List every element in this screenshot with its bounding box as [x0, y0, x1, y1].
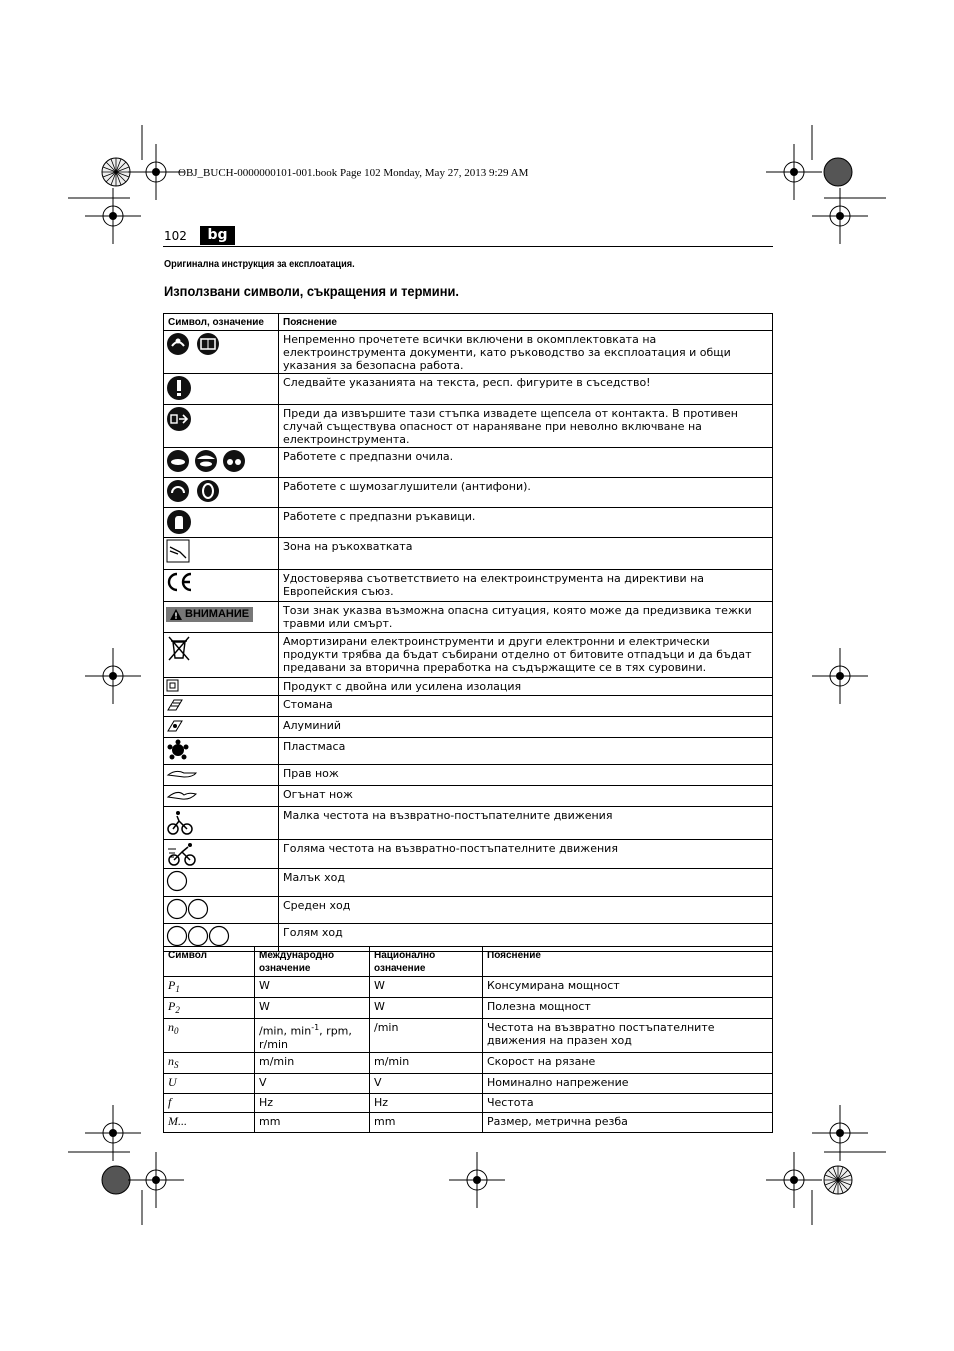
explanation-cell: Следвайте указанията на текста, респ. фигурите в съседство! [279, 374, 773, 405]
table-row [164, 696, 773, 717]
symbol-letter: P [168, 999, 176, 1014]
international-value: m/min [259, 1055, 295, 1069]
table-header-row [164, 947, 773, 977]
symbol-cell [164, 840, 279, 869]
symbol-cell [164, 633, 279, 678]
one-circle-icon [166, 874, 188, 887]
symbol-cell [164, 478, 279, 508]
symbol-subscript: 0 [174, 1026, 179, 1037]
header-rule [163, 246, 773, 247]
table-row [164, 570, 773, 602]
explanation-cell: Честота на възвратно постъпателните движения на празен ход [483, 1019, 773, 1053]
explanation-cell: Продукт с двойна или усилена изолация [279, 678, 773, 696]
national-cell: mm [370, 1113, 483, 1133]
table-row [164, 786, 773, 807]
symbol-letter: M... [168, 1114, 187, 1129]
symbol-letter: n [168, 1054, 174, 1069]
table-row [164, 717, 773, 738]
two-circles-icon [166, 902, 210, 915]
abbreviations-table [163, 946, 773, 1133]
explanation-cell: Работете с предпазни очила. [279, 448, 773, 478]
table-row [164, 478, 773, 508]
symbol-cell [164, 807, 279, 840]
symbol-cell [164, 538, 279, 570]
table-row [164, 1074, 773, 1094]
straight-blade-icon [166, 766, 198, 779]
column-header-national: Национално означение [370, 947, 483, 977]
explanation-cell: Пластмаса [279, 738, 773, 765]
warning-triangle-icon [170, 609, 182, 620]
symbol-cell [164, 1053, 255, 1074]
explanation-cell: Голяма честота на възвратно-постъпателните движения [279, 840, 773, 869]
bent-blade-icon [166, 787, 198, 800]
international-cell [255, 1074, 370, 1094]
column-header-symbol: Символ [164, 947, 255, 977]
symbol-cell [164, 696, 279, 717]
exclamation-icon [166, 381, 192, 394]
national-cell: /min [370, 1019, 483, 1053]
table-header-row [164, 314, 773, 331]
table-row [164, 869, 773, 897]
table-row [164, 538, 773, 570]
international-cell [255, 1113, 370, 1133]
explanation-cell: Малка честота на възвратно-постъпателните движения [279, 807, 773, 840]
national-cell: V [370, 1074, 483, 1094]
symbol-cell [164, 1113, 255, 1133]
symbol-letter: P [168, 978, 176, 992]
symbol-subscript: 2 [175, 1005, 180, 1016]
explanation-cell: Стомана [279, 696, 773, 717]
symbol-cell [164, 448, 279, 478]
international-value: /min, min [259, 1025, 312, 1039]
symbol-cell [164, 1019, 255, 1053]
explanation-cell: Скорост на рязане [483, 1053, 773, 1074]
unplug-icon [166, 412, 192, 425]
explanation-cell: Номинално напрежение [483, 1074, 773, 1094]
international-value: W [259, 979, 270, 992]
three-circles-icon [166, 929, 232, 942]
warning-badge [166, 607, 253, 622]
table-row [164, 331, 773, 374]
explanation-cell: Честота [483, 1094, 773, 1113]
symbol-cell [164, 738, 279, 765]
symbol-cell [164, 1074, 255, 1094]
table-row [164, 633, 773, 678]
symbol-letter: n [168, 1020, 174, 1035]
international-superscript: -1 [311, 1023, 320, 1033]
weee-bin-icon [166, 641, 192, 654]
ce-mark-icon [166, 575, 194, 588]
explanation-cell: Непременно прочетете всички включени в окомплектовката на електроинструмента документи, като ръководство за експлоатация и общи указания за безопасна работа. [279, 331, 773, 374]
column-header-explanation: Пояснение [279, 314, 773, 331]
international-value-rest: , rpm, r/min [259, 1025, 352, 1052]
table-row [164, 840, 773, 869]
explanation-cell: Полезна мощност [483, 998, 773, 1019]
gloves-icon [166, 515, 192, 528]
national-cell: W [370, 998, 483, 1019]
international-cell [255, 1094, 370, 1113]
column-header-international: Международно означение [255, 947, 370, 977]
symbol-cell [164, 1094, 255, 1113]
symbol-cell [164, 331, 279, 374]
section-title: Използвани символи, съкращения и термини. [164, 283, 459, 299]
table-row [164, 448, 773, 478]
symbol-cell [164, 897, 279, 924]
explanation-cell: Прав нож [279, 765, 773, 786]
international-value: W [259, 1000, 270, 1014]
international-cell [255, 1019, 370, 1053]
double-insulation-icon [166, 679, 180, 692]
language-badge: bg [200, 226, 235, 245]
table-row [164, 1019, 773, 1053]
table-row [164, 602, 773, 633]
explanation-cell: Работете с шумозаглушители (антифони). [279, 478, 773, 508]
explanation-cell: Този знак указва възможна опасна ситуация, която може да предизвика тежки травми или смърт. [279, 602, 773, 633]
table-row [164, 374, 773, 405]
page-number: 102 [164, 229, 187, 243]
explanation-cell: Голям ход [279, 924, 773, 952]
explanation-cell: Преди да извършите тази стъпка извадете щепсела от контакта. В противен случай съществува опасност от нараняване при неволно включване на електроинструмента. [279, 405, 773, 448]
international-value: mm [259, 1115, 281, 1129]
table-row [164, 738, 773, 765]
plastic-icon [166, 743, 190, 756]
symbol-cell [164, 998, 255, 1019]
table-row [164, 405, 773, 448]
explanation-cell: Амортизирани електроинструменти и други електронни и електрически продукти трябва да бъдат събирани отделно от битовите отпадъци и да бъдат предавани за вторична преработка на съдържащите се в тях суровини. [279, 633, 773, 678]
international-value: V [259, 1076, 267, 1090]
national-cell: m/min [370, 1053, 483, 1074]
ear-protection-icons [166, 484, 222, 497]
symbol-cell [164, 405, 279, 448]
symbol-cell [164, 570, 279, 602]
international-cell [255, 998, 370, 1019]
table-row [164, 1053, 773, 1074]
read-manual-icons [166, 337, 222, 350]
explanation-cell: Работете с предпазни ръкавици. [279, 508, 773, 538]
aluminium-icon [166, 719, 184, 732]
steel-icon [166, 698, 184, 711]
symbol-cell [164, 678, 279, 696]
grip-zone-icon [166, 544, 190, 557]
explanation-cell: Среден ход [279, 897, 773, 924]
symbol-subscript: 1 [175, 984, 180, 995]
safety-goggles-icons [166, 454, 246, 467]
international-value: Hz [259, 1096, 274, 1110]
table-row [164, 1094, 773, 1113]
document-subtitle: Оригинална инструкция за експлоатация. [164, 259, 355, 270]
table-row [164, 807, 773, 840]
explanation-cell: Алуминий [279, 717, 773, 738]
international-cell [255, 977, 370, 998]
explanation-cell: Консумирана мощност [483, 977, 773, 998]
symbol-cell [164, 977, 255, 998]
explanation-cell: Зона на ръкохватката [279, 538, 773, 570]
table-row [164, 508, 773, 538]
symbol-cell [164, 717, 279, 738]
table-row [164, 977, 773, 998]
national-cell: W [370, 977, 483, 998]
symbol-letter: U [168, 1075, 177, 1090]
column-header-symbol: Символ, означение [164, 314, 279, 331]
symbol-cell [164, 508, 279, 538]
explanation-cell: Удостоверява съответствието на електроинструмента на директиви на Европейския съюз. [279, 570, 773, 602]
symbol-cell [164, 374, 279, 405]
warning-badge-label: ВНИМАНИЕ [185, 608, 250, 620]
slow-cyclist-icon [166, 815, 194, 828]
explanation-cell: Размер, метрична резба [483, 1113, 773, 1133]
symbol-letter: f [168, 1095, 172, 1110]
table-row [164, 678, 773, 696]
explanation-cell: Огънат нож [279, 786, 773, 807]
column-header-explanation: Пояснение [483, 947, 773, 977]
symbol-subscript: S [174, 1060, 179, 1071]
symbols-table [163, 313, 773, 952]
table-row [164, 765, 773, 786]
print-header: OBJ_BUCH-0000000101-001.book Page 102 Monday, May 27, 2013 9:29 AM [178, 167, 529, 179]
symbol-cell [164, 869, 279, 897]
symbol-cell [164, 765, 279, 786]
national-cell: Hz [370, 1094, 483, 1113]
symbol-cell [164, 602, 279, 633]
table-row [164, 1113, 773, 1133]
symbol-cell [164, 786, 279, 807]
explanation-cell: Малък ход [279, 869, 773, 897]
table-row [164, 998, 773, 1019]
fast-cyclist-icon [166, 847, 198, 860]
table-row [164, 897, 773, 924]
international-cell [255, 1053, 370, 1074]
